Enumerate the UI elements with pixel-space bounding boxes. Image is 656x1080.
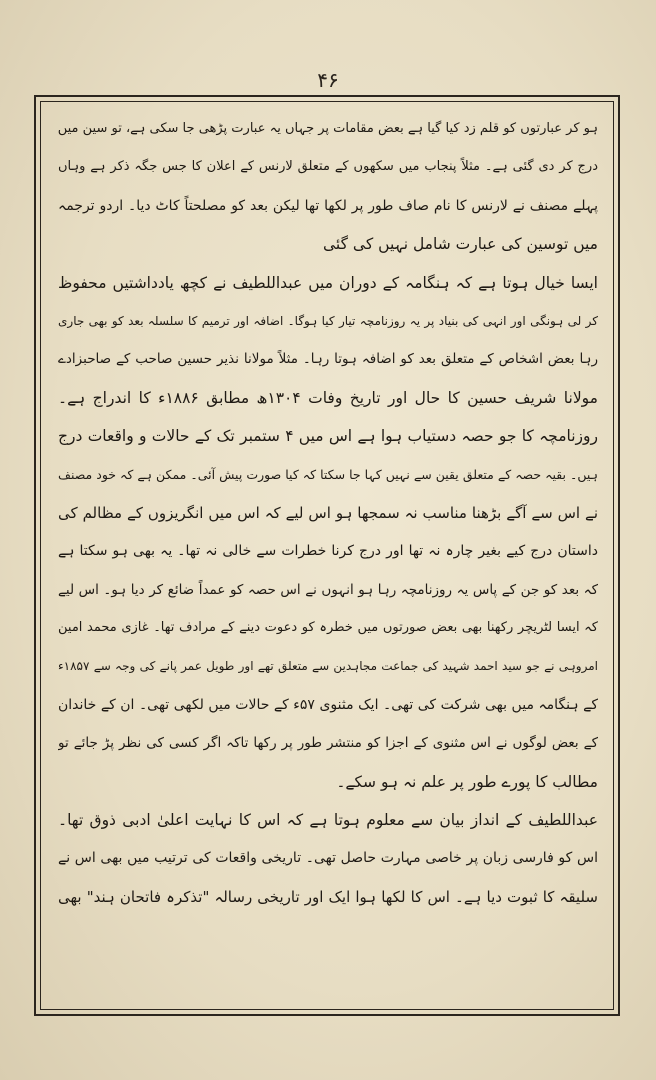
text-line: سلیقہ کا ثبوت دیا ہے۔ اس کا لکھا ہوا ایک اور تاریخی رسالہ "تذکرہ فاتحان ہند" بھی: [58, 887, 598, 906]
text-line: کہ بعد کو جن کے پاس یہ روزنامچہ رہا ہو انہوں نے اس حصہ کو عمداً ضائع کر دیا ہو۔ اس لیے: [58, 581, 598, 598]
text-line: کے بعض لوگوں نے اس مثنوی کے اجزا کو منتشر طور پر رکھا تاکہ اگر کسی کی نظر پڑ جائے تو: [58, 735, 598, 752]
text-line: کے ہنگامہ میں بھی شرکت کی تھی۔ ایک مثنوی ۵۷ء کے حالات میں لکھی تھی۔ ان کے خاندان: [58, 696, 598, 713]
text-line: امروہی نے جو سید احمد شہید کی جماعت مجاہدین سے متعلق تھے اور طویل عمر پانے کی وجہ سے ۱۸۵۷ء: [58, 659, 598, 674]
page-number: ۴۶: [317, 68, 339, 92]
text-line: روزنامچہ کا جو حصہ دستیاب ہوا ہے اس میں ۴ ستمبر تک کے حالات و واقعات درج: [58, 427, 598, 446]
body-text: [58, 110, 598, 916]
text-line: پہلے مصنف نے لارنس کا نام صاف طور پر لکھا تھا لیکن بعد کو مصلحتاً کاٹ دیا۔ اردو ترجمہ: [58, 197, 598, 214]
text-line: ایسا خیال ہوتا ہے کہ ہنگامہ کے دوران میں عبداللطیف نے کچھ یادداشتیں محفوظ: [58, 273, 598, 292]
text-line: مولانا شریف حسین کا حال اور تاریخ وفات ۱۳۰۴ھ مطابق ۱۸۸۶ء کا اندراج ہے۔: [58, 388, 598, 407]
text-line: رہا بعض اشخاص کے متعلق بعد کو اضافہ ہوتا رہا۔ مثلاً مولانا نذیر حسین صاحب کے صاحبزادے: [58, 351, 598, 368]
text-line: مطالب کا پورے طور پر علم نہ ہو سکے۔: [336, 772, 598, 791]
text-line: درج کر دی گئی ہے۔ مثلاً پنجاب میں سکھوں کے متعلق لارنس کے اعلان کا جس جگہ ذکر ہے وہاں: [58, 159, 598, 175]
text-line: عبداللطیف کے انداز بیان سے معلوم ہوتا ہے کہ اس کا نہایت اعلیٰ ادبی ذوق تھا۔: [58, 811, 598, 830]
text-line: میں توسین کی عبارت شامل نہیں کی گئی: [323, 235, 598, 254]
text-line: نے اس سے آگے بڑھنا مناسب نہ سمجھا ہو اس لیے کہ اس میں انگریزوں کے مظالم کی: [58, 503, 598, 522]
text-line: ہیں۔ بقیہ حصہ کے متعلق یقین سے نہیں کہا جا سکتا کہ کیا صورت پیش آئی۔ ممکن ہے کہ خود مصنف: [58, 466, 598, 482]
text-line: اس کو فارسی زبان پر خاصی مہارت حاصل تھی۔ تاریخی واقعات کی ترتیب میں بھی اس نے: [58, 850, 598, 867]
text-line: کہ ایسا لٹریچر رکھنا بھی بعض صورتوں میں خطرہ کو دعوت دینے کے مرادف تھا۔ غازی محمد امین: [58, 620, 598, 636]
text-line: ہو کر عبارتوں کو قلم زد کیا گیا ہے بعض مقامات پر جہاں یہ عبارت پڑھی جا سکی ہے، تو سین میں: [58, 121, 598, 136]
text-line: کر لی ہونگی اور انہی کی بنیاد پر یہ روزنامچہ تیار کیا ہوگا۔ اضافہ اور ترمیم کا سلسلہ بعد کو بھی جاری: [58, 313, 598, 328]
text-line: داستان درج کیے بغیر چارہ نہ تھا اور درج کرنا خطرات سے خالی نہ تھا۔ یہ بھی ہو سکتا ہے: [58, 543, 598, 560]
